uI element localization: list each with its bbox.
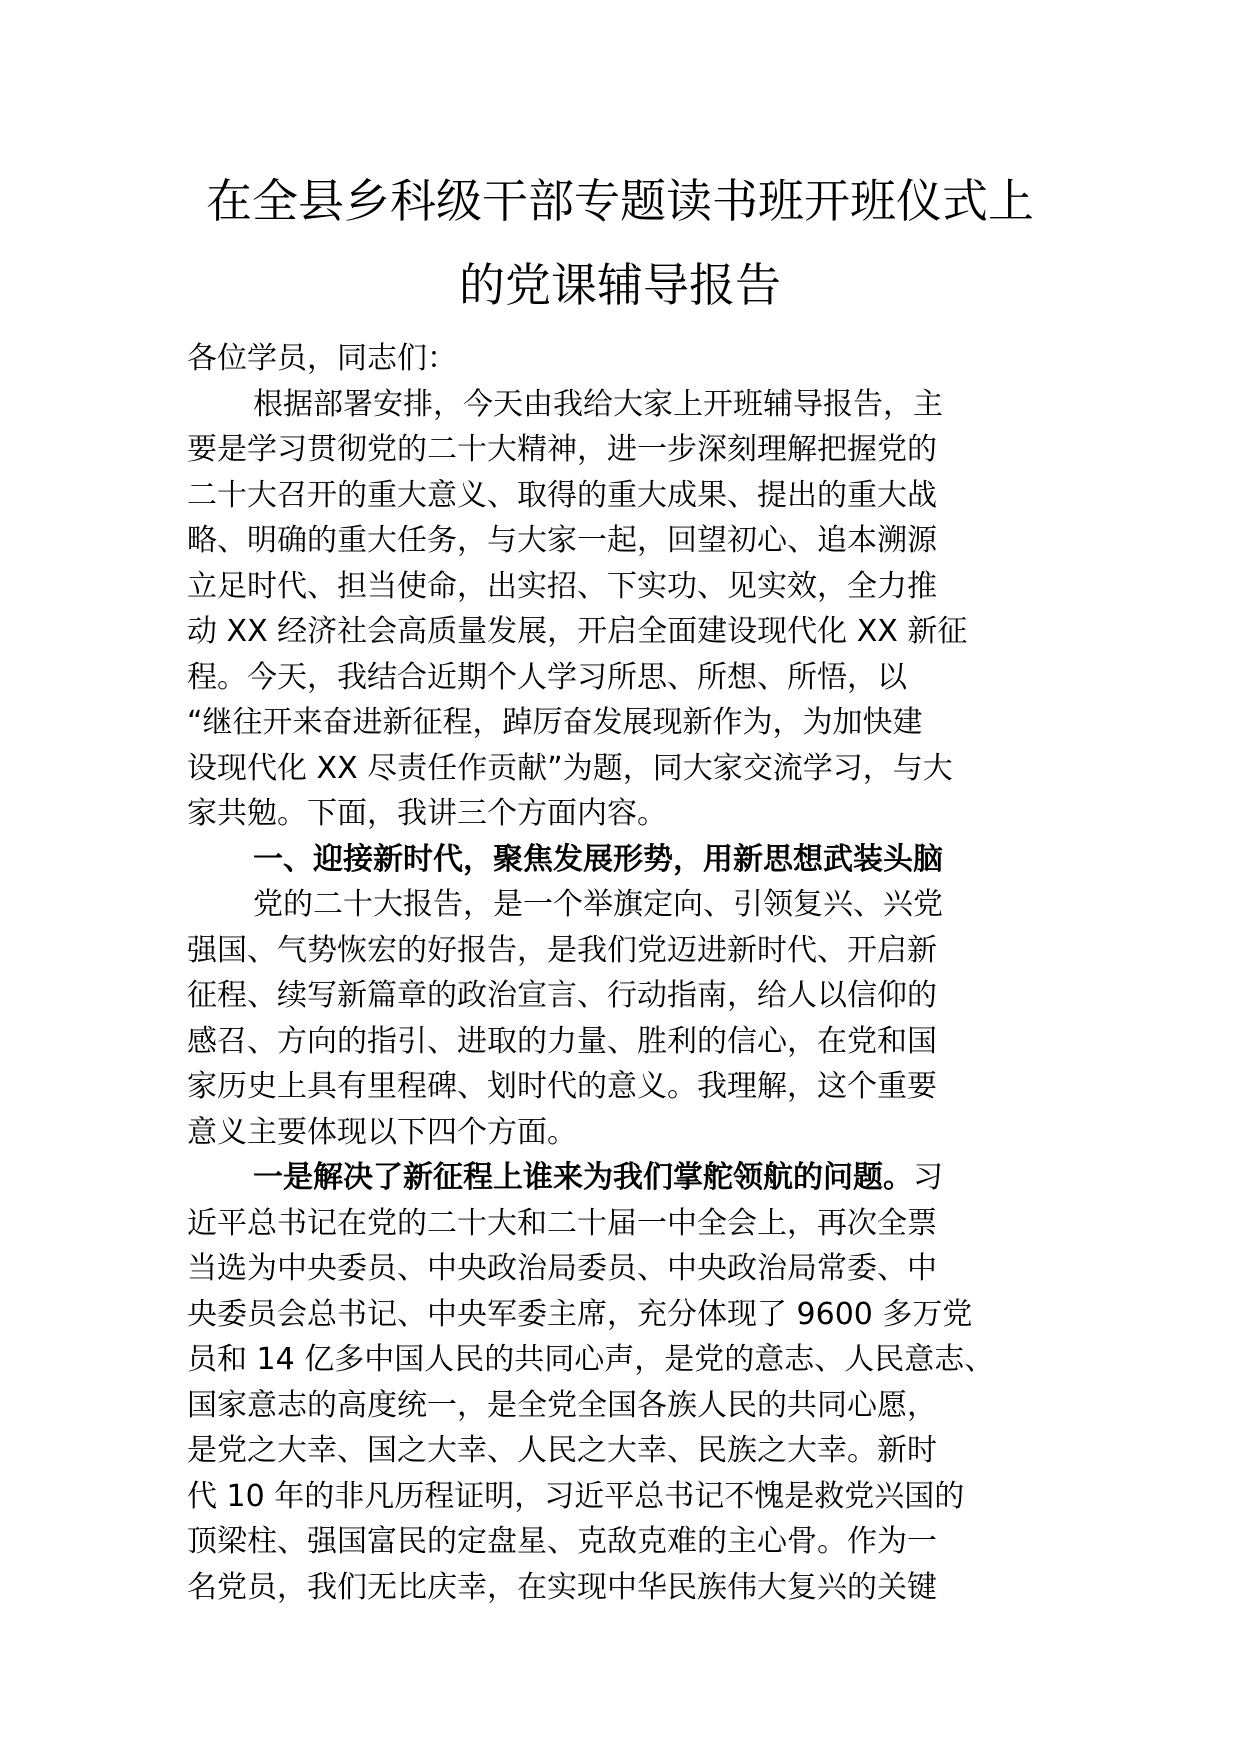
paragraph-3-line: 是党之大幸、国之大幸、人民之大幸、民族之大幸。新时: [187, 1433, 937, 1468]
document-title-line-2: 的党课辅导报告: [459, 258, 781, 312]
paragraph-3-line: 员和 14 亿多中国人民的共同心声，是党的意志、人民意志、: [187, 1342, 995, 1377]
paragraph-2-line: 意义主要体现以下四个方面。: [187, 1114, 577, 1150]
paragraph-1-line: 立足时代、担当使命，出实招、下实功、见实效，全力推: [187, 568, 937, 604]
paragraph-1-line: 设现代化 XX 尽责任作贡献”为题，同大家交流学习，与大: [187, 750, 953, 786]
paragraph-3-line: 代 10 年的非凡历程证明，习近平总书记不愧是救党兴国的: [187, 1478, 965, 1514]
paragraph-2-line: 家历史上具有里程碑、划时代的意义。我理解，这个重要: [187, 1069, 937, 1104]
salutation: 各位学员，同志们：: [187, 341, 457, 376]
paragraph-3-line: 央委员会总书记、中央军委主席，充分体现了 9600 多万党: [187, 1296, 973, 1332]
paragraph-2-line: 征程、续写新篇章的政治宣言、行动指南，给人以信仰的: [187, 978, 937, 1013]
paragraph-2-line: 感召、方向的指引、进取的力量、胜利的信心，在党和国: [187, 1023, 937, 1059]
paragraph-1-line: 根据部署安排，今天由我给大家上开班辅导报告，主: [253, 386, 943, 422]
paragraph-1-line: 动 XX 经济社会高质量发展，开启全面建设现代化 XX 新征: [187, 614, 968, 649]
paragraph-1-line: 家共勉。下面，我讲三个方面内容。: [187, 796, 667, 831]
paragraph-3-line: 名党员，我们无比庆幸，在实现中华民族伟大复兴的关键: [187, 1569, 937, 1605]
paragraph-3-line: 当选为中央委员、中央政治局委员、中央政治局常委、中: [187, 1251, 937, 1286]
document-body: [187, 336, 1067, 1610]
paragraph-3-first-line-rest: 习: [913, 1160, 943, 1195]
paragraph-1-line: “继往开来奋进新征程，踔厉奋发展现新作为，为加快建: [187, 705, 923, 740]
paragraph-2-line: 强国、气势恢宏的好报告，是我们党迈进新时代、开启新: [187, 932, 937, 968]
paragraph-1-line: 程。今天，我结合近期个人学习所思、所想、所悟，以: [187, 659, 907, 695]
paragraph-1-line: 略、明确的重大任务，与大家一起，回望初心、追本溯源: [187, 523, 937, 558]
document-title-line-1: 在全县乡科级干部专题读书班开班仪式上: [206, 174, 1034, 228]
paragraph-3-first-line: [187, 1155, 1067, 1201]
paragraph-3-line: 近平总书记在党的二十大和二十届一中全会上，再次全票: [187, 1205, 937, 1241]
paragraph-1-line: 二十大召开的重大意义、取得的重大成果、提出的重大战: [187, 477, 937, 513]
paragraph-3-lead-sentence: 一是解决了新征程上谁来为我们掌舵领航的问题。: [253, 1160, 913, 1195]
paragraph-3-line: 国家意志的高度统一，是全党全国各族人民的共同心愿，: [187, 1387, 937, 1423]
section-1-heading: 一、迎接新时代，聚焦发展形势，用新思想武装头脑: [253, 841, 943, 877]
paragraph-3-line: 顶梁柱、强国富民的定盘星、克敌克难的主心骨。作为一: [187, 1524, 937, 1559]
paragraph-1-line: 要是学习贯彻党的二十大精神，进一步深刻理解把握党的: [187, 432, 937, 467]
paragraph-2-line: 党的二十大报告，是一个举旗定向、引领复兴、兴党: [253, 887, 943, 922]
